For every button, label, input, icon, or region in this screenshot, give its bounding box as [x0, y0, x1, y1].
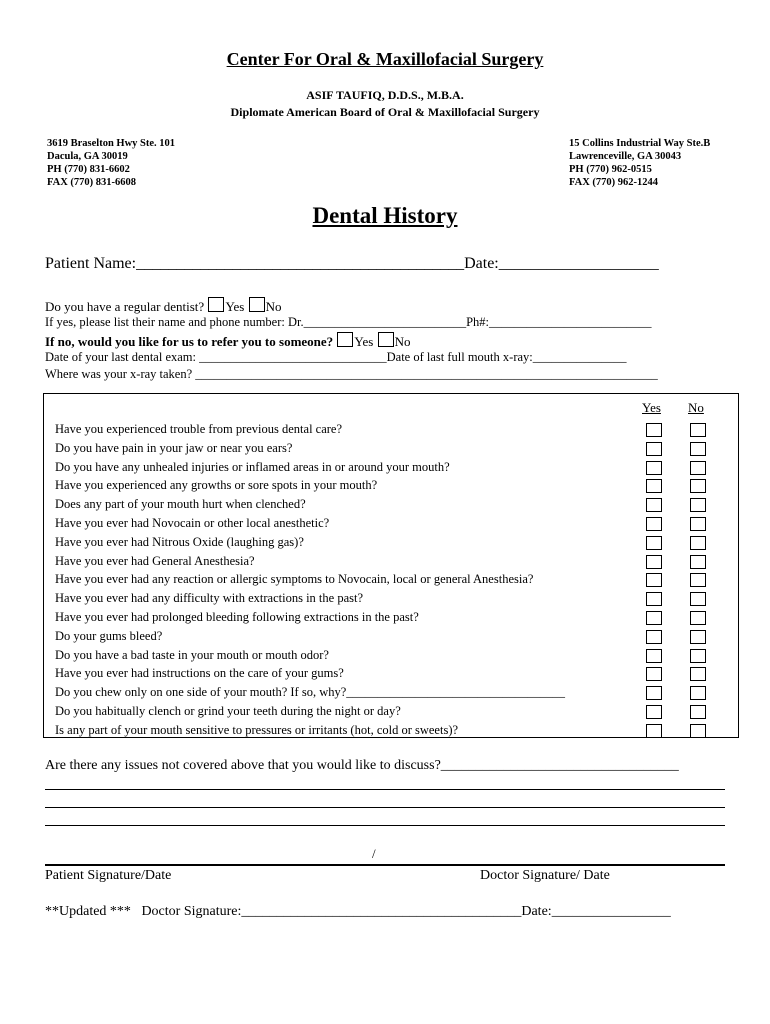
- office-right-line: Lawrenceville, GA 30043: [569, 151, 682, 162]
- no-checkbox[interactable]: [690, 611, 706, 625]
- issues-line[interactable]: [45, 789, 725, 790]
- history-question: Is any part of your mouth sensitive to pressures or irritants (hot, cold or sweets)?: [55, 722, 459, 737]
- no-checkbox[interactable]: [690, 423, 706, 437]
- xray-location-field[interactable]: Where was your x-ray taken? __________________________________________________________________________: [45, 367, 658, 381]
- issues-line[interactable]: [45, 807, 725, 808]
- no-checkbox[interactable]: [690, 686, 706, 700]
- patient-name-label: Patient Name:: [45, 255, 137, 272]
- patient-signature-label: Patient Signature/Date: [45, 868, 172, 883]
- history-questions-table: [43, 393, 739, 738]
- yes-checkbox[interactable]: [646, 573, 662, 587]
- no-label: No: [394, 334, 411, 349]
- refer-label: If no, would you like for us to refer you to someone?: [45, 334, 334, 349]
- no-checkbox[interactable]: [690, 555, 706, 569]
- no-checkbox[interactable]: [690, 592, 706, 606]
- no-label: No: [265, 299, 282, 314]
- updated-date-field[interactable]: _________________: [551, 904, 671, 919]
- patient-name-field[interactable]: _________________________________________: [136, 255, 465, 272]
- office-right-line: FAX (770) 962-1244: [569, 177, 659, 188]
- no-checkbox[interactable]: [690, 461, 706, 475]
- yes-checkbox[interactable]: [646, 479, 662, 493]
- history-question: Do your gums bleed?: [55, 628, 163, 643]
- history-question: Have you experienced trouble from previous dental care?: [55, 422, 343, 436]
- updated-doctor-signature-label: Doctor Signature:: [141, 904, 242, 919]
- office-left-line: FAX (770) 831-6608: [47, 177, 137, 188]
- updated-date-label: Date:: [521, 904, 552, 919]
- form-title: Dental History: [312, 203, 458, 228]
- no-column-header: No: [688, 400, 704, 415]
- history-question: Have you ever had any difficulty with extractions in the past?: [55, 591, 364, 606]
- history-question: Have you ever had Novocain or other local anesthetic?: [55, 516, 330, 530]
- no-checkbox[interactable]: [690, 649, 706, 663]
- office-right-address: [569, 137, 710, 189]
- issues-label: Are there any issues not covered above that you would like to discuss?: [45, 758, 441, 773]
- history-question: Do you have pain in your jaw or near you ears?: [55, 440, 293, 455]
- no-checkbox[interactable]: [690, 573, 706, 587]
- updated-doctor-signature-field[interactable]: ________________________________________: [241, 904, 522, 919]
- regular-dentist-label: Do you have a regular dentist?: [45, 299, 205, 314]
- updated-label: **Updated ***: [45, 904, 131, 919]
- history-question: Do you have a bad taste in your mouth or mouth odor?: [55, 647, 329, 662]
- yes-checkbox[interactable]: [646, 724, 662, 738]
- yes-checkbox[interactable]: [646, 536, 662, 550]
- yes-checkbox[interactable]: [646, 686, 662, 700]
- yes-checkbox[interactable]: [646, 442, 662, 456]
- history-question: Have you ever had any reaction or allergic symptoms to Novocain, local or general Anesthesia?: [55, 572, 534, 587]
- issues-line[interactable]: [45, 825, 725, 826]
- updated-line: [45, 904, 671, 920]
- history-question: Does any part of your mouth hurt when clenched?: [55, 497, 306, 512]
- patient-line: [45, 255, 659, 273]
- history-question: Have you ever had General Anesthesia?: [55, 553, 255, 568]
- office-left-line: Dacula, GA 30019: [47, 151, 128, 162]
- last-exam-field[interactable]: Date of your last dental exam: ______________________________Date of last full mouth x-ray:_______________: [45, 350, 627, 364]
- history-question: Do you have any unhealed injuries or inflamed areas in or around your mouth?: [55, 459, 450, 474]
- doctor-signature-label: Doctor Signature/ Date: [480, 868, 610, 883]
- regular-dentist-no-checkbox[interactable]: [249, 297, 265, 312]
- no-checkbox[interactable]: [690, 724, 706, 738]
- date-field[interactable]: ____________________: [498, 255, 659, 272]
- yes-checkbox[interactable]: [646, 498, 662, 512]
- office-right-line: 15 Collins Industrial Way Ste.B: [569, 138, 711, 149]
- no-checkbox[interactable]: [690, 630, 706, 644]
- yes-checkbox[interactable]: [646, 649, 662, 663]
- no-checkbox[interactable]: [690, 498, 706, 512]
- office-left-line: PH (770) 831-6602: [47, 164, 130, 175]
- yes-checkbox[interactable]: [646, 461, 662, 475]
- no-checkbox[interactable]: [690, 536, 706, 550]
- office-right-line: PH (770) 962-0515: [569, 164, 652, 175]
- office-left-address: [47, 137, 175, 189]
- history-question: Have you ever had Nitrous Oxide (laughing gas)?: [55, 534, 304, 549]
- regular-dentist-question: [45, 297, 282, 315]
- signature-slash: /: [372, 846, 376, 861]
- practice-title: Center For Oral & Maxillofacial Surgery: [226, 49, 544, 69]
- yes-label: Yes: [354, 334, 374, 349]
- no-checkbox[interactable]: [690, 479, 706, 493]
- doctor-name: ASIF TAUFIQ, D.D.S., M.B.A.: [306, 88, 464, 102]
- signature-line[interactable]: [45, 864, 725, 866]
- no-checkbox[interactable]: [690, 517, 706, 531]
- issues-field[interactable]: __________________________________: [440, 758, 679, 773]
- refer-question: [45, 332, 410, 350]
- yes-checkbox[interactable]: [646, 630, 662, 644]
- history-question: Have you ever had instructions on the care of your gums?: [55, 666, 344, 681]
- regular-dentist-yes-checkbox[interactable]: [208, 297, 224, 312]
- yes-checkbox[interactable]: [646, 611, 662, 625]
- refer-no-checkbox[interactable]: [378, 332, 394, 347]
- office-left-line: 3619 Braselton Hwy Ste. 101: [47, 138, 176, 149]
- dentist-contact-field[interactable]: If yes, please list their name and phone number: Dr.__________________________Ph#:__________________________: [45, 315, 652, 329]
- yes-label: Yes: [225, 299, 245, 314]
- date-label: Date:: [464, 255, 499, 272]
- yes-checkbox[interactable]: [646, 592, 662, 606]
- yes-checkbox[interactable]: [646, 517, 662, 531]
- yes-column-header: Yes: [642, 400, 661, 415]
- history-question: Do you chew only on one side of your mouth? If so, why?___________________________________: [55, 685, 566, 700]
- history-question: Have you experienced any growths or sore spots in your mouth?: [55, 478, 378, 493]
- no-checkbox[interactable]: [690, 705, 706, 719]
- yes-checkbox[interactable]: [646, 667, 662, 681]
- yes-checkbox[interactable]: [646, 555, 662, 569]
- refer-yes-checkbox[interactable]: [337, 332, 353, 347]
- no-checkbox[interactable]: [690, 667, 706, 681]
- history-question: Do you habitually clench or grind your teeth during the night or day?: [55, 704, 401, 718]
- no-checkbox[interactable]: [690, 442, 706, 456]
- diplomate-line: Diplomate American Board of Oral & Maxillofacial Surgery: [230, 105, 540, 119]
- yes-checkbox[interactable]: [646, 423, 662, 437]
- yes-checkbox[interactable]: [646, 705, 662, 719]
- issues-question: [45, 758, 679, 774]
- history-question: Have you ever had prolonged bleeding following extractions in the past?: [55, 610, 419, 624]
